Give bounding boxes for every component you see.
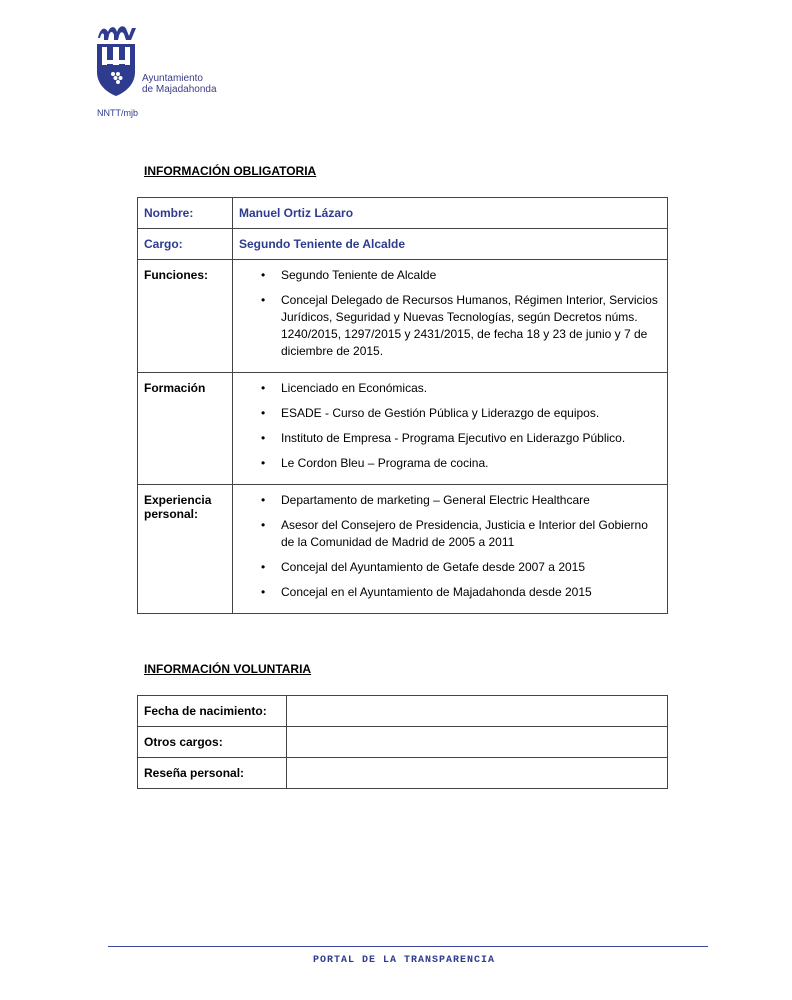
- name-value: Manuel Ortiz Lázaro: [233, 198, 668, 229]
- name-row: [138, 198, 668, 229]
- resena-value: [287, 758, 668, 789]
- cargo-value: Segundo Teniente de Alcalde: [233, 229, 668, 260]
- voluntary-info-table: [137, 695, 668, 789]
- otros-row: [138, 727, 668, 758]
- logo-line-1: Ayuntamiento: [142, 73, 203, 84]
- cargo-row: [138, 229, 668, 260]
- list-item: • Departamento de marketing – General Electric Healthcare: [281, 492, 659, 509]
- resena-row: [138, 758, 668, 789]
- experiencia-row: [138, 485, 668, 614]
- list-item: • Segundo Teniente de Alcalde: [281, 267, 659, 284]
- footer-text: PORTAL DE LA TRANSPARENCIA: [312, 955, 496, 966]
- funciones-list: [233, 260, 667, 372]
- list-item: • Concejal del Ayuntamiento de Getafe desde 2007 a 2015: [281, 559, 659, 576]
- name-label: Nombre:: [138, 198, 233, 229]
- funciones-label: Funciones:: [138, 260, 233, 373]
- list-item: • Concejal en el Ayuntamiento de Majadahonda desde 2015: [281, 584, 659, 601]
- logo-text: [142, 73, 217, 95]
- mandatory-info-table: [137, 197, 668, 614]
- logo-line-2: de Majadahonda: [142, 84, 217, 95]
- list-item: • Licenciado en Económicas.: [281, 380, 659, 397]
- funciones-row: [138, 260, 668, 373]
- footer-divider: [108, 946, 708, 947]
- reference-code: NNTT/mjb: [97, 108, 138, 118]
- list-item: • Concejal Delegado de Recursos Humanos, Régimen Interior, Servicios Jurídicos, Seguridad y Nuevas Tecnologías, según Decretos núms. 1240/2015, 1297/2015 y 2431/2015, de fecha 18 y 23 de junio y 7 de diciembre de 2015.: [281, 292, 659, 360]
- list-item: • ESADE - Curso de Gestión Pública y Liderazgo de equipos.: [281, 405, 659, 422]
- voluntary-info-title: INFORMACIÓN VOLUNTARIA: [144, 662, 312, 676]
- formacion-label: Formación: [138, 373, 233, 485]
- fecha-label: Fecha de nacimiento:: [138, 696, 287, 727]
- list-item: • Le Cordon Bleu – Programa de cocina.: [281, 455, 659, 472]
- experiencia-label: [138, 485, 233, 614]
- experiencia-label-line-1: Experiencia: [144, 493, 212, 507]
- mandatory-info-title: INFORMACIÓN OBLIGATORIA: [144, 164, 317, 178]
- fecha-value: [287, 696, 668, 727]
- fecha-row: [138, 696, 668, 727]
- otros-label: Otros cargos:: [138, 727, 287, 758]
- formacion-cell: [233, 373, 668, 485]
- resena-label: Reseña personal:: [138, 758, 287, 789]
- funciones-cell: [233, 260, 668, 373]
- otros-value: [287, 727, 668, 758]
- experiencia-label-line-2: personal:: [144, 507, 199, 521]
- formacion-row: [138, 373, 668, 485]
- cargo-label: Cargo:: [138, 229, 233, 260]
- experiencia-list: [233, 485, 667, 613]
- list-item: • Instituto de Empresa - Programa Ejecutivo en Liderazgo Público.: [281, 430, 659, 447]
- coat-of-arms-icon: [96, 22, 140, 98]
- experiencia-cell: [233, 485, 668, 614]
- list-item: • Asesor del Consejero de Presidencia, Justicia e Interior del Gobierno de la Comunidad de Madrid de 2005 a 2011: [281, 517, 659, 551]
- formacion-list: [233, 373, 667, 484]
